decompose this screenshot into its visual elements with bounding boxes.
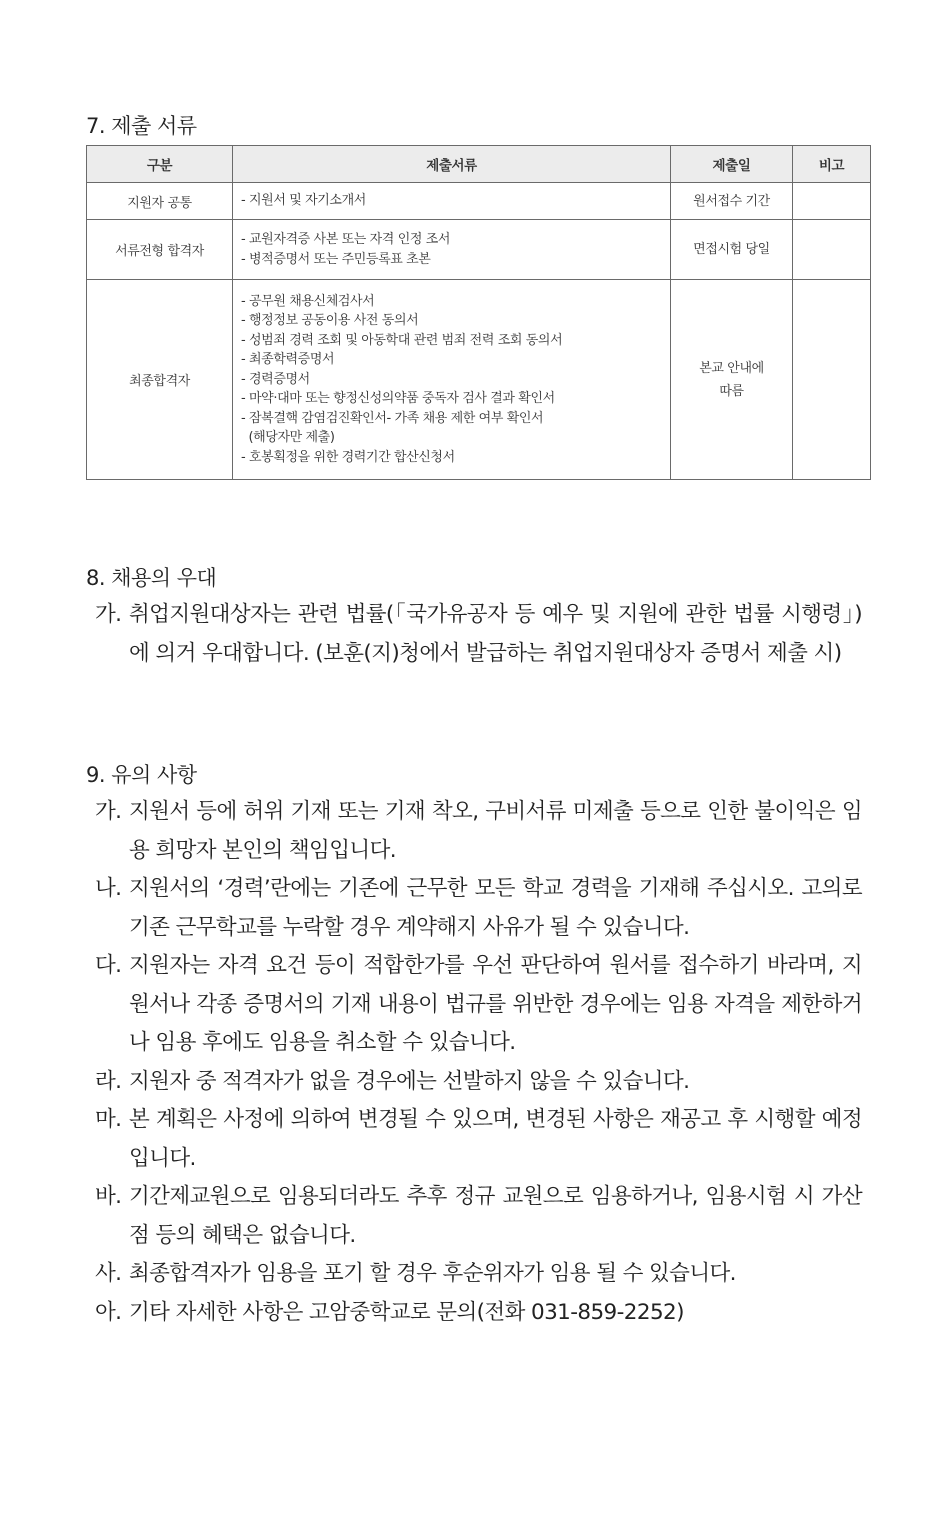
date-line: 면접시험 당일 <box>693 242 770 257</box>
item-text: 지원서의 ‘경력’란에는 기존에 근무한 모든 학교 경력을 기재해 주십시오. 고의로 기존 근무학교를 누락할 경우 계약해지 사유가 될 수 있습니다. <box>129 876 862 940</box>
list-item <box>95 1255 862 1294</box>
item-text: 본 계획은 사정에 의하여 변경될 수 있으며, 변경된 사항은 재공고 후 시행할 예정입니다. <box>129 1107 862 1171</box>
item-text: 기간제교원으로 임용되더라도 추후 정규 교원으로 임용하거나, 임용시험 시 가산점 등의 혜택은 없습니다. <box>129 1184 862 1248</box>
row-date <box>671 280 793 480</box>
document-item: - 마약·대마 또는 향정신성의약품 중독자 검사 결과 확인서 <box>241 391 555 407</box>
row-category: 최종합격자 <box>87 280 233 480</box>
row-category: 서류전형 합격자 <box>87 220 233 280</box>
table-row <box>87 183 871 220</box>
submission-documents-table <box>86 145 871 480</box>
date-line: 원서접수 기간 <box>693 193 770 209</box>
document-item: (해당자만 제출) <box>241 430 335 446</box>
item-marker: 가. <box>95 799 122 824</box>
date-line: 따름 <box>719 383 744 399</box>
header-category: 구분 <box>87 146 233 183</box>
section-7-title: 7. 제출 서류 <box>86 114 197 138</box>
item-marker: 마. <box>95 1107 122 1132</box>
item-text: 취업지원대상자는 관련 법률(「국가유공자 등 예우 및 지원에 관한 법률 시행령」)에 의거 우대합니다. (보훈(지)청에서 발급하는 취업지원대상자 증명서 제출 시) <box>129 602 862 666</box>
item-marker: 나. <box>95 876 122 901</box>
item-marker: 가. <box>95 602 122 627</box>
list-item <box>95 1063 862 1102</box>
document-item: - 지원서 및 자기소개서 <box>241 193 366 209</box>
document-item: - 최종학력증명서 <box>241 352 335 368</box>
table-header-row <box>87 146 871 183</box>
list-item <box>95 1101 862 1178</box>
item-text: 지원자는 자격 요건 등이 적합한가를 우선 판단하여 원서를 접수하기 바라며, 지원서나 각종 증명서의 기재 내용이 법규를 위반한 경우에는 임용 자격을 제한하거나 임용 후에도 임용을 취소할 수 있습니다. <box>129 953 862 1055</box>
row-note <box>793 280 871 480</box>
header-note: 비고 <box>793 146 871 183</box>
row-note <box>793 220 871 280</box>
section-8-title: 8. 채용의 우대 <box>86 566 217 590</box>
section-9-items <box>86 793 862 1332</box>
list-item <box>95 1294 862 1333</box>
document-item: - 잠복결핵 감염검진확인서- 가족 채용 제한 여부 확인서 <box>241 410 544 426</box>
item-marker: 아. <box>95 1299 122 1325</box>
section-9-title: 9. 유의 사항 <box>86 763 197 787</box>
list-item <box>95 793 862 870</box>
list-item <box>95 870 862 947</box>
list-item <box>95 1178 862 1255</box>
header-date: 제출일 <box>671 146 793 183</box>
document-item: - 병적증명서 또는 주민등록표 초본 <box>241 251 431 267</box>
row-category: 지원자 공통 <box>87 183 233 220</box>
item-marker: 라. <box>95 1068 122 1094</box>
item-text: 최종합격자가 임용을 포기 할 경우 후순위자가 임용 될 수 있습니다. <box>129 1261 736 1286</box>
row-documents <box>233 280 671 480</box>
document-item: - 경력증명서 <box>241 371 310 387</box>
date-line: 본교 안내에 <box>699 360 764 376</box>
item-text: 기타 자세한 사항은 고암중학교로 문의(전화 031-859-2252) <box>129 1299 684 1325</box>
row-date <box>671 183 793 220</box>
item-marker: 사. <box>95 1261 122 1286</box>
table-row <box>87 280 871 480</box>
row-documents <box>233 220 671 280</box>
item-marker: 바. <box>95 1184 122 1209</box>
table-row <box>87 220 871 280</box>
document-item: - 교원자격증 사본 또는 자격 인정 조서 <box>241 232 451 247</box>
list-item <box>95 947 862 1063</box>
document-item: - 호봉획정을 위한 경력기간 합산신청서 <box>241 449 455 465</box>
item-marker: 다. <box>95 953 122 978</box>
row-date <box>671 220 793 280</box>
item-text: 지원자 중 적격자가 없을 경우에는 선발하지 않을 수 있습니다. <box>129 1068 690 1094</box>
item-text: 지원서 등에 허위 기재 또는 기재 착오, 구비서류 미제출 등으로 인한 불이익은 임용 희망자 본인의 책임입니다. <box>129 799 862 863</box>
list-item <box>95 596 862 673</box>
document-item: - 성범죄 경력 조회 및 아동학대 관련 범죄 전력 조회 동의서 <box>241 332 563 348</box>
header-documents: 제출서류 <box>233 146 671 183</box>
document-item: - 행정정보 공동이용 사전 동의서 <box>241 313 419 329</box>
section-8-items <box>86 596 862 673</box>
row-documents <box>233 183 671 220</box>
document-item: - 공무원 채용신체검사서 <box>241 293 375 309</box>
row-note <box>793 183 871 220</box>
